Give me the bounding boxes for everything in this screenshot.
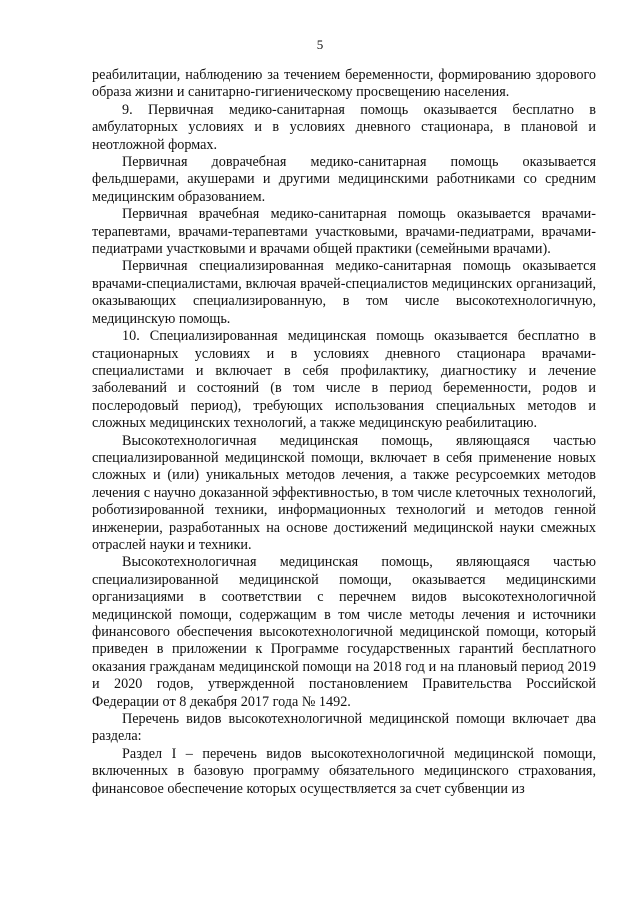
paragraph-section-1-description: Раздел I – перечень видов высокотехнологичной медицинской помощи, включенных в базовую программу обязательного медицинского страхования, финансовое обеспечение которых осуществляется за счет субвенции из xyxy=(92,745,596,797)
paragraph-primary-medical-care: Первичная врачебная медико-санитарная помощь оказывается врачами-терапевтами, врачами-терапевтами участковыми, врачами-педиатрами, врачами-педиатрами участковыми и врачами общей практики (семейными врачами). xyxy=(92,206,596,258)
paragraph-item-9-primary-care: 9. Первичная медико-санитарная помощь оказывается бесплатно в амбулаторных условиях и в условиях дневного стационара, в плановой и неотложной формах. xyxy=(92,101,596,153)
paragraph-high-tech-care-provision: Высокотехнологичная медицинская помощь, являющаяся частью специализированной медицинской помощи, оказывается медицинскими организациями в соответствии с перечнем видов высокотехнологичной медицинской помощи, содержащим в том числе методы лечения и источники финансового обеспечения высокотехнологичной медицинской помощи, который приведен в приложении к Программе государственных гарантий бесплатного оказания гражданам медицинской помощи на 2018 год и на плановый период 2019 и 2020 годов, утвержденной постановлением Правительства Российской Федерации от 8 декабря 2017 года № 1492. xyxy=(92,554,596,710)
paragraph-continuation-rehabilitation: реабилитации, наблюдению за течением беременности, формированию здорового образа жизни и санитарно-гигиеническому просвещению населения. xyxy=(92,67,596,101)
document-text-body xyxy=(92,67,596,798)
paragraph-primary-pre-medical-care: Первичная доврачебная медико-санитарная помощь оказывается фельдшерами, акушерами и другими медицинскими работниками со средним медицинским образованием. xyxy=(92,154,596,205)
paragraph-primary-specialized-care: Первичная специализированная медико-санитарная помощь оказывается врачами-специалистами, включая врачей-специалистов медицинских организаций, оказывающих специализированную, в том числе высокотехнологичную, медицинскую помощь. xyxy=(92,258,596,327)
paragraph-high-tech-list-sections: Перечень видов высокотехнологичной медицинской помощи включает два раздела: xyxy=(92,711,596,745)
paragraph-high-tech-care-definition: Высокотехнологичная медицинская помощь, являющаяся частью специализированной медицинской помощи, включает в себя применение новых сложных и (или) уникальных методов лечения, а также ресурсоемких методов лечения с научно доказанной эффективностью, в том числе клеточных технологий, роботизированной техники, информационных технологий и методов генной инженерии, разработанных на основе достижений медицинской науки смежных отраслей науки и техники. xyxy=(92,432,596,553)
page-number: 5 xyxy=(316,37,324,52)
paragraph-item-10-specialized-care: 10. Специализированная медицинская помощь оказывается бесплатно в стационарных условиях и в условиях дневного стационара врачами-специалистами и включает в себя профилактику, диагностику и лечение заболеваний и состояний (в том числе в период беременности, родов и послеродовый период), требующих использования специальных методов и сложных медицинских технологий, а также медицинскую реабилитацию. xyxy=(92,328,596,432)
